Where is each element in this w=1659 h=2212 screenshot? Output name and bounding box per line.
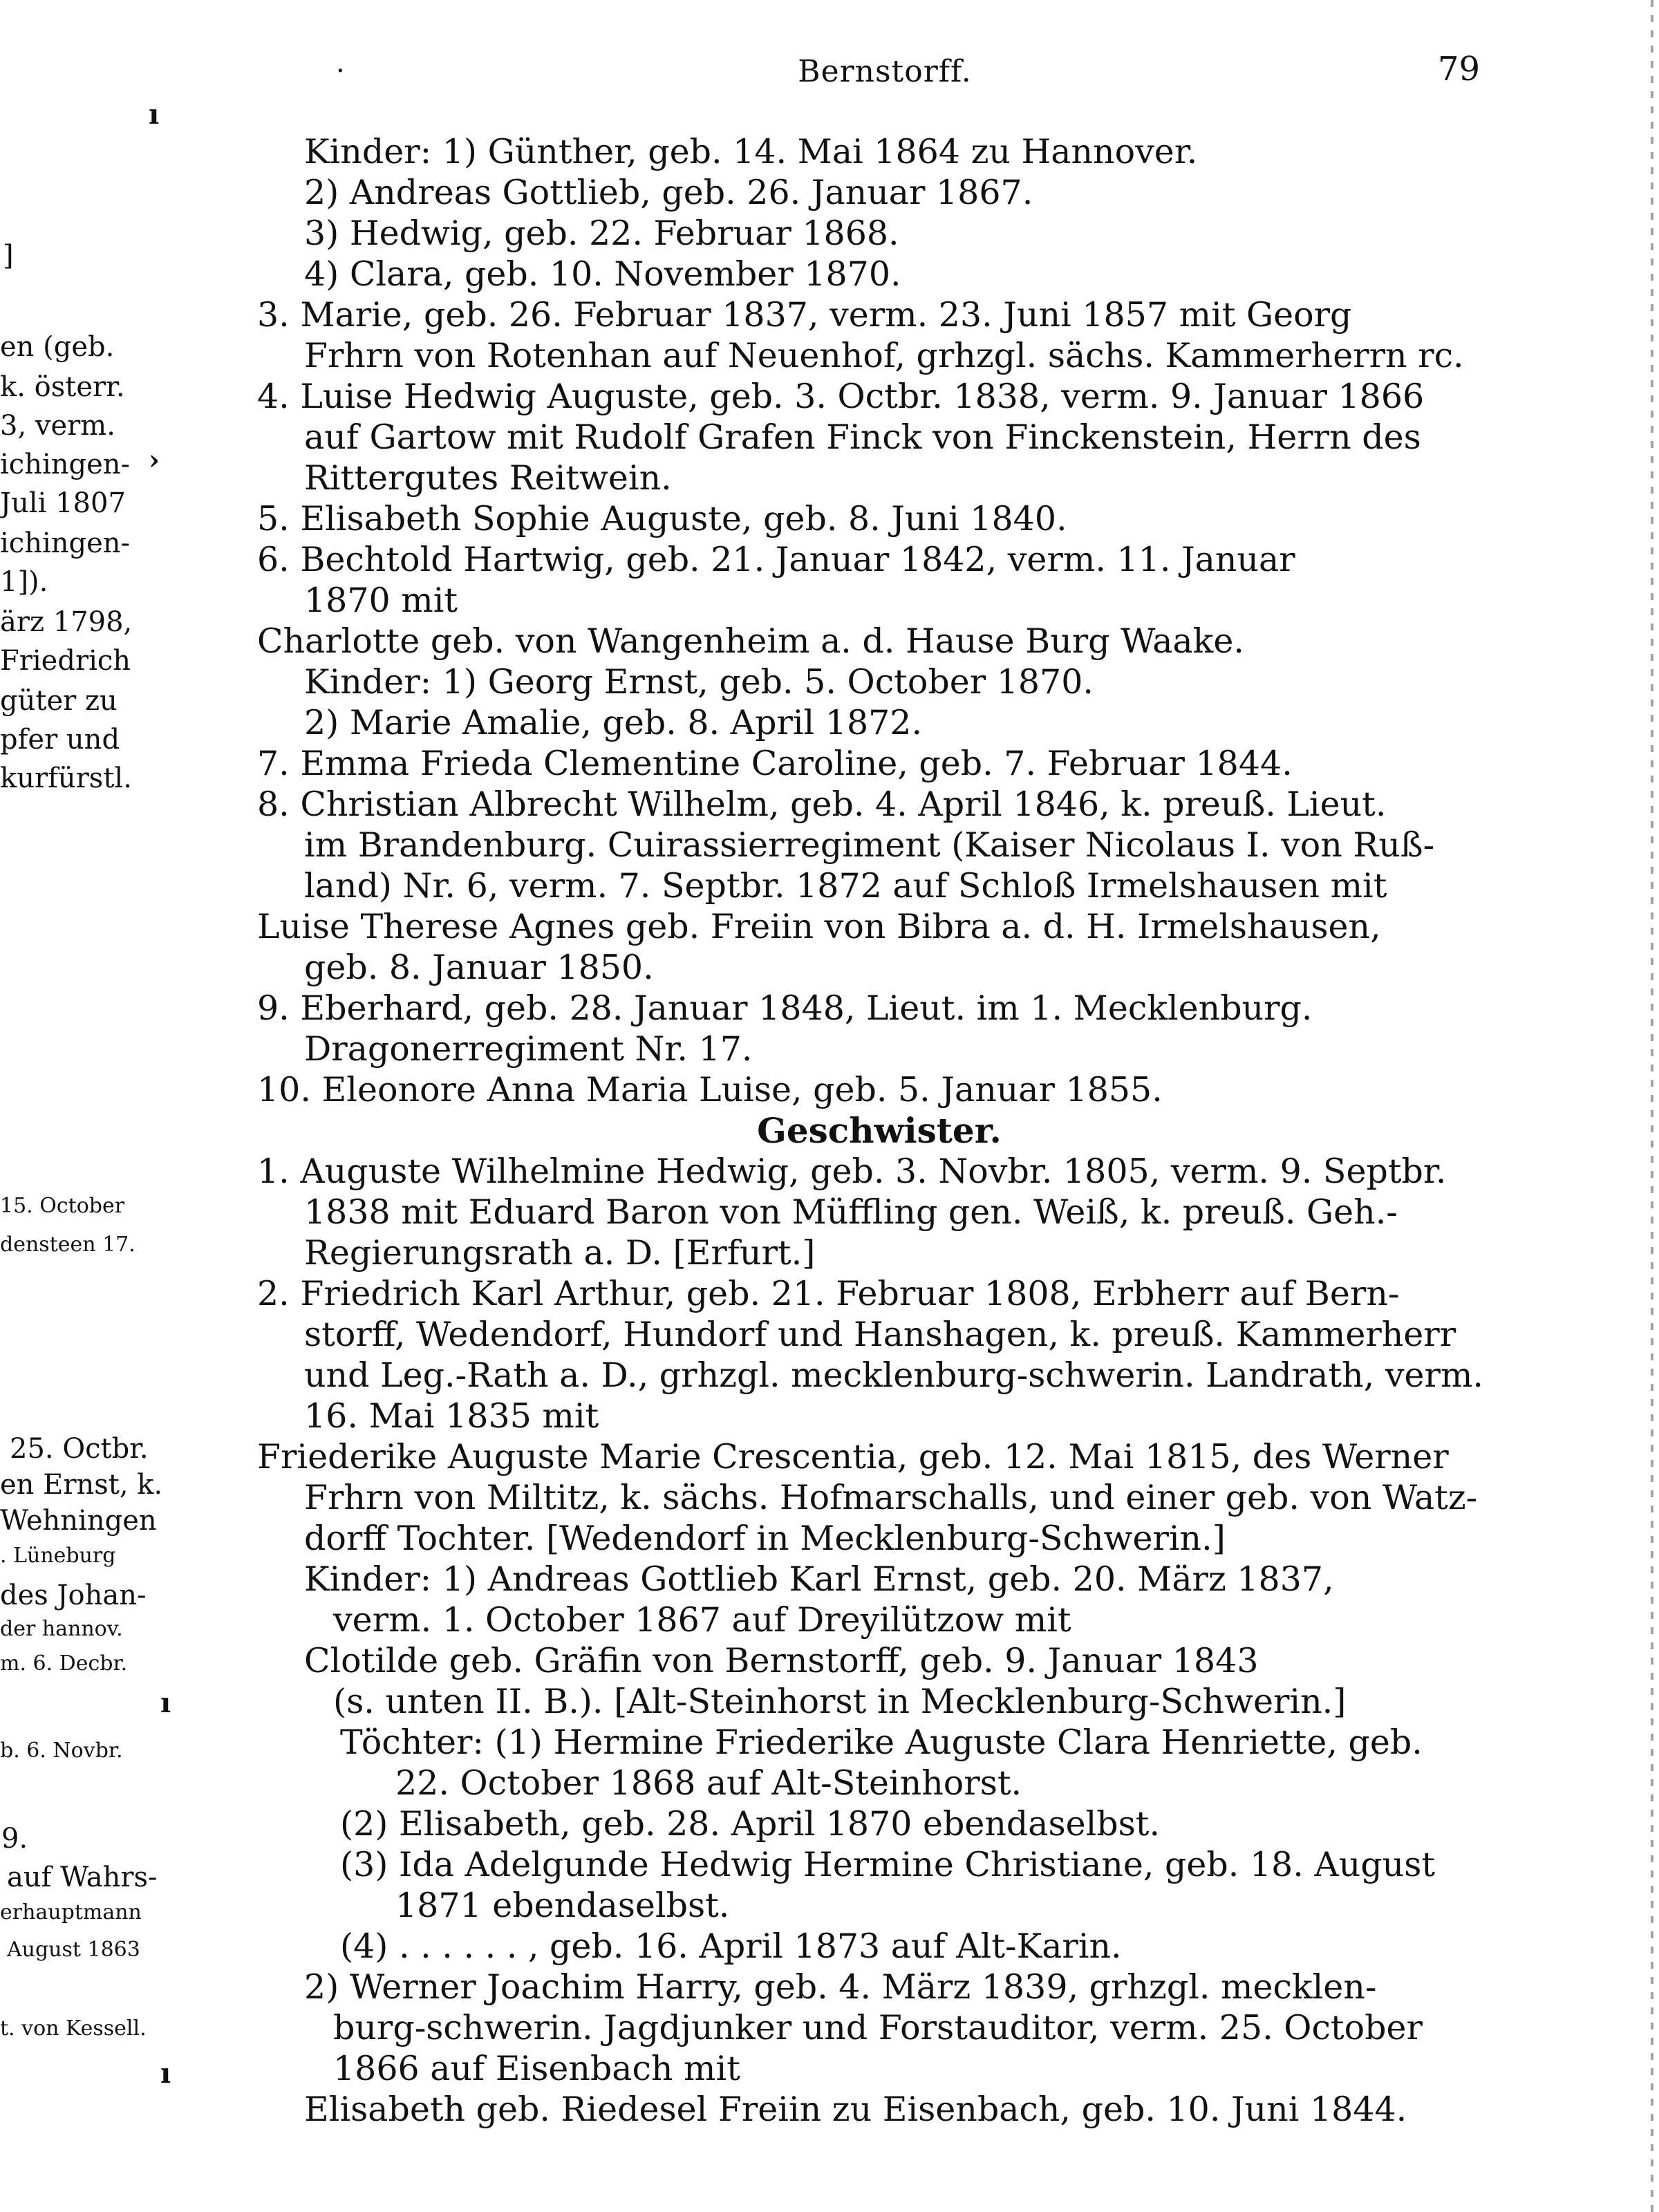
margin-fragment: pfer und: [0, 724, 120, 756]
margin-fragment: ]: [3, 240, 14, 272]
margin-mark: ı: [160, 2057, 171, 2090]
text-line: 3. Marie, geb. 26. Februar 1837, verm. 23. Juni 1857 mit Georg: [257, 295, 1352, 335]
text-line: 2. Friedrich Karl Arthur, geb. 21. Februar 1808, Erbherr auf Bern-: [257, 1274, 1400, 1313]
margin-fragment: der hannov.: [0, 1617, 123, 1641]
margin-fragment: densteen 17.: [0, 1232, 135, 1257]
text-line: 8. Christian Albrecht Wilhelm, geb. 4. April 1846, k. preuß. Lieut.: [257, 785, 1387, 824]
text-line: Kinder: 1) Georg Ernst, geb. 5. October 1870.: [304, 662, 1094, 702]
margin-fragment: t. von Kessell.: [0, 2016, 147, 2041]
text-line: Töchter: (1) Hermine Friederike Auguste Clara Henriette, geb.: [340, 1723, 1423, 1762]
text-line: 4. Luise Hedwig Auguste, geb. 3. Octbr. 1838, verm. 9. Januar 1866: [257, 377, 1425, 416]
text-line: 1870 mit: [304, 581, 458, 620]
text-line: Elisabeth geb. Riedesel Freiin zu Eisenbach, geb. 10. Juni 1844.: [304, 2090, 1407, 2129]
margin-fragment: auf Wahrs-: [7, 1862, 158, 1893]
text-line: geb. 8. Januar 1850.: [304, 948, 654, 987]
margin-fragment: en Ernst, k.: [0, 1469, 163, 1501]
page-number: 79: [1438, 50, 1481, 88]
text-line: Kinder: 1) Günther, geb. 14. Mai 1864 zu Hannover.: [304, 132, 1198, 171]
page-edge-shadow: [1651, 0, 1653, 2212]
margin-fragment: 25. Octbr.: [10, 1433, 149, 1465]
text-line: burg-schwerin. Jagdjunker und Forstauditor, verm. 25. October: [333, 2008, 1423, 2047]
text-line: (2) Elisabeth, geb. 28. April 1870 ebendaselbst.: [340, 1804, 1161, 1844]
margin-fragment: k. österr.: [0, 371, 125, 403]
text-line: Friederike Auguste Marie Crescentia, geb. 12. Mai 1815, des Werner: [257, 1437, 1449, 1477]
text-line: Kinder: 1) Andreas Gottlieb Karl Ernst, geb. 20. März 1837,: [304, 1559, 1334, 1599]
section-heading-geschwister: Geschwister.: [757, 1110, 1002, 1151]
margin-mark: ı: [160, 1687, 171, 1719]
text-line: 22. October 1868 auf Alt-Steinhorst.: [395, 1763, 1022, 1803]
margin-fragment: 1]).: [0, 566, 48, 598]
text-line: und Leg.-Rath a. D., grhzgl. mecklenburg-schwerin. Landrath, verm.: [304, 1356, 1483, 1395]
margin-fragment: ichingen-: [0, 527, 131, 559]
text-line: Charlotte geb. von Wangenheim a. d. Hause Burg Waake.: [257, 621, 1244, 661]
text-line: 2) Andreas Gottlieb, geb. 26. Januar 1867.: [304, 173, 1033, 212]
text-line: land) Nr. 6, verm. 7. Septbr. 1872 auf Schloß Irmelshausen mit: [304, 866, 1387, 906]
text-line: 7. Emma Frieda Clementine Caroline, geb. 7. Februar 1844.: [257, 744, 1293, 783]
main-text-column: [257, 131, 1501, 2130]
text-line: verm. 1. October 1867 auf Dreyilützow mit: [333, 1600, 1071, 1640]
text-line: 16. Mai 1835 mit: [304, 1396, 599, 1436]
margin-fragment: en (geb.: [0, 331, 115, 363]
text-line: Frhrn von Rotenhan auf Neuenhof, grhzgl. sächs. Kammerherrn rc.: [304, 336, 1464, 375]
margin-mark: ı: [149, 98, 160, 131]
text-line: 2) Marie Amalie, geb. 8. April 1872.: [304, 703, 923, 742]
text-line: Rittergutes Reitwein.: [304, 458, 672, 498]
text-line: storff, Wedendorf, Hundorf und Hanshagen, k. preuß. Kammerherr: [304, 1315, 1456, 1354]
text-line: Clotilde geb. Gräfin von Bernstorff, geb. 9. Januar 1843: [304, 1641, 1259, 1680]
margin-fragment: Wehningen: [0, 1505, 157, 1537]
text-line: 1871 ebendaselbst.: [395, 1886, 730, 1925]
text-line: 10. Eleonore Anna Maria Luise, geb. 5. Januar 1855.: [257, 1070, 1163, 1109]
text-line: 4) Clara, geb. 10. November 1870.: [304, 254, 901, 294]
header-dot: ·: [336, 55, 345, 87]
text-line: 2) Werner Joachim Harry, geb. 4. März 1839, grhzgl. mecklen-: [304, 1967, 1377, 2007]
margin-fragment: des Johan-: [0, 1580, 147, 1611]
text-line: dorff Tochter. [Wedendorf in Mecklenburg-Schwerin.]: [304, 1519, 1226, 1558]
text-line: (s. unten II. B.). [Alt-Steinhorst in Mecklenburg-Schwerin.]: [333, 1682, 1347, 1721]
margin-fragment: ichingen-: [0, 449, 131, 480]
margin-fragment: b. 6. Novbr.: [0, 1738, 123, 1763]
margin-fragment: 9.: [1, 1823, 28, 1855]
margin-fragment: . Lüneburg: [0, 1544, 116, 1568]
margin-fragment: ärz 1798,: [0, 606, 133, 638]
text-line: Luise Therese Agnes geb. Freiin von Bibra a. d. H. Irmelshausen,: [257, 907, 1381, 946]
text-line: Regierungsrath a. D. [Erfurt.]: [304, 1233, 816, 1273]
text-line: Frhrn von Miltitz, k. sächs. Hofmarschalls, und einer geb. von Watz-: [304, 1478, 1478, 1517]
text-line: 3) Hedwig, geb. 22. Februar 1868.: [304, 214, 899, 253]
margin-fragment: 3, verm.: [0, 410, 115, 442]
margin-fragment: güter zu: [0, 685, 118, 717]
margin-fragment: 15. October: [0, 1194, 125, 1218]
text-line: auf Gartow mit Rudolf Grafen Finck von Finckenstein, Herrn des: [304, 418, 1421, 457]
text-line: Dragonerregiment Nr. 17.: [304, 1029, 753, 1069]
text-line: 1838 mit Eduard Baron von Müffling gen. Weiß, k. preuß. Geh.-: [304, 1192, 1398, 1232]
running-header-title: Bernstorff.: [798, 54, 972, 89]
text-line: 9. Eberhard, geb. 28. Januar 1848, Lieut. im 1. Mecklenburg.: [257, 988, 1313, 1028]
margin-fragment: August 1863: [7, 1938, 140, 1962]
text-line: (4) . . . . . . , geb. 16. April 1873 auf Alt-Karin.: [340, 1927, 1122, 1966]
margin-fragment: kurfürstl.: [0, 762, 132, 794]
text-line: im Brandenburg. Cuirassierregiment (Kaiser Nicolaus I. von Ruß-: [304, 825, 1435, 865]
margin-fragment: Friedrich: [0, 645, 131, 677]
margin-fragment: m. 6. Decbr.: [0, 1651, 128, 1676]
text-line: 6. Bechtold Hartwig, geb. 21. Januar 1842, verm. 11. Januar: [257, 540, 1295, 579]
text-line: 1866 auf Eisenbach mit: [333, 2049, 740, 2088]
margin-fragment: erhauptmann: [0, 1900, 142, 1924]
text-line: 5. Elisabeth Sophie Auguste, geb. 8. Juni 1840.: [257, 499, 1067, 538]
text-line: 1. Auguste Wilhelmine Hedwig, geb. 3. Novbr. 1805, verm. 9. Septbr.: [257, 1152, 1447, 1191]
margin-fragment: Juli 1807: [0, 487, 126, 519]
text-line: (3) Ida Adelgunde Hedwig Hermine Christiane, geb. 18. August: [340, 1845, 1436, 1884]
margin-mark: ›: [149, 444, 160, 476]
